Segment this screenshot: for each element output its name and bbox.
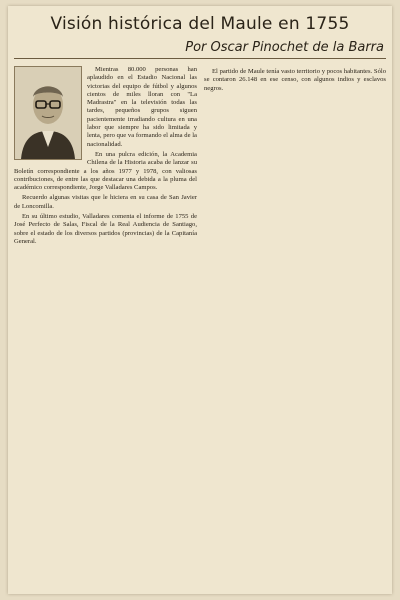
article-column-left bbox=[14, 66, 197, 248]
paragraph: En una pulcra edición, la Academia Chilena de la Historia acaba de lanzar su Boletín correspondiente a los años 1977 y 1978, con valiosas contribuciones, de entre las que destacar una debida a la pluma del académico correspondiente, Jorge Valladares Campos. bbox=[14, 150, 197, 192]
author-portrait bbox=[14, 66, 82, 160]
portrait-photo bbox=[15, 67, 81, 159]
newspaper-clipping bbox=[8, 6, 392, 594]
paragraph: El partido de Maule tenía vasto territorio y pocos habitantes. Sólo se contaron 26.148 en ese censo, con algunos indios y esclavos negros. bbox=[204, 68, 386, 92]
paragraph: Recuerdo algunas visitas que le hiciera en su casa de San Javier de Loncomilla. bbox=[14, 194, 197, 210]
article-column-right bbox=[204, 66, 386, 95]
paragraph: Mientras 80.000 personas han aplaudido en el Estadio Nacional las victorias del equipo de fútbol y algunos cientos de miles lloran con "La Madrastra" en la televisión todas las tardes, pequeños grupos siguen pacientemente irradiando cultura en una labor que siempre ha sido limitada y lenta, pero que va formando el alma de la nacionalidad. bbox=[87, 66, 197, 148]
article-byline: Por Oscar Pinochet de la Barra bbox=[185, 40, 384, 55]
article-headline: Visión histórica del Maule en 1755 bbox=[50, 14, 350, 34]
paragraph: En su último estudio, Valladares comenta el informe de 1755 de José Perfecto de Salas, Fiscal de la Real Audiencia de Santiago, sobre el estado de los diversos partidos (provincias) de la Capitanía General. bbox=[14, 213, 197, 245]
header-divider bbox=[14, 58, 386, 59]
